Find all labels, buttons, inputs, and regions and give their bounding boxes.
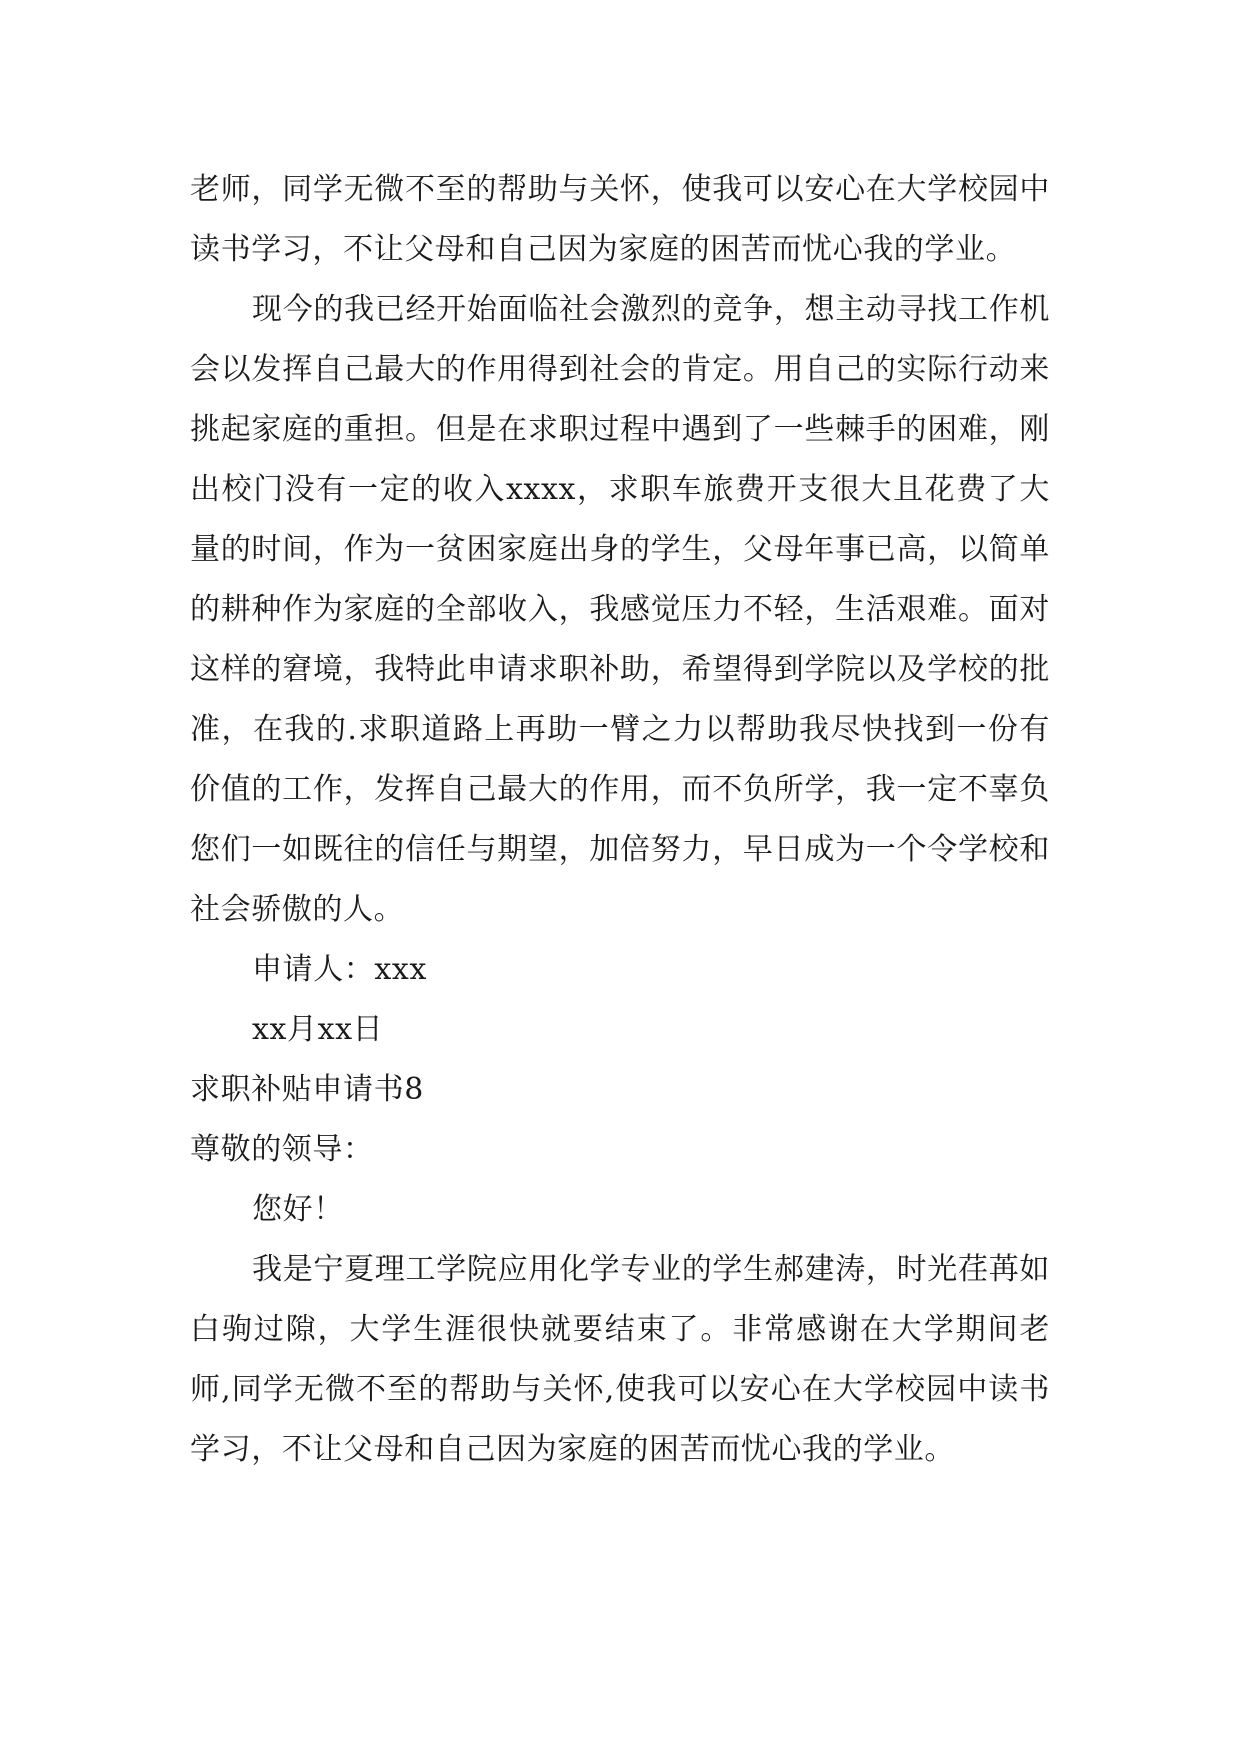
paragraph-introduction: 我是宁夏理工学院应用化学专业的学生郝建涛，时光荏苒如白驹过隙，大学生涯很快就要结束了。非常感谢在大学期间老师,同学无微不至的帮助与关怀,使我可以安心在大学校园中读书学习，不让父母和自己因为家庭的困苦而忧心我的学业。 (190, 1252, 1050, 1467)
applicant-line: 申请人：xxx (252, 952, 427, 987)
document-body (190, 160, 1050, 1480)
paragraph-job-hunting: 现今的我已经开始面临社会激烈的竞争，想主动寻找工作机会以发挥自己最大的作用得到社会的肯定。用自己的实际行动来挑起家庭的重担。但是在求职过程中遇到了一些棘手的困难，刚出校门没有一定的收入xxxx，求职车旅费开支很大且花费了大量的时间，作为一贫困家庭出身的学生，父母年事已高，以简单的耕种作为家庭的全部收入，我感觉压力不轻，生活艰难。面对这样的窘境，我特此申请求职补助，希望得到学院以及学校的批准，在我的.求职道路上再助一臂之力以帮助我尽快找到一份有价值的工作，发挥自己最大的作用，而不负所学，我一定不辜负您们一如既往的信任与期望，加倍努力，早日成为一个令学校和社会骄傲的人。 (190, 292, 1050, 927)
paragraph-continued: 老师，同学无微不至的帮助与关怀，使我可以安心在大学校园中读书学习，不让父母和自己因为家庭的困苦而忧心我的学业。 (190, 172, 1050, 267)
greeting: 您好！ (252, 1192, 344, 1227)
salutation: 尊敬的领导： (190, 1132, 374, 1167)
section-heading: 求职补贴申请书8 (190, 1072, 424, 1107)
date-line: xx月xx日 (252, 1012, 384, 1047)
